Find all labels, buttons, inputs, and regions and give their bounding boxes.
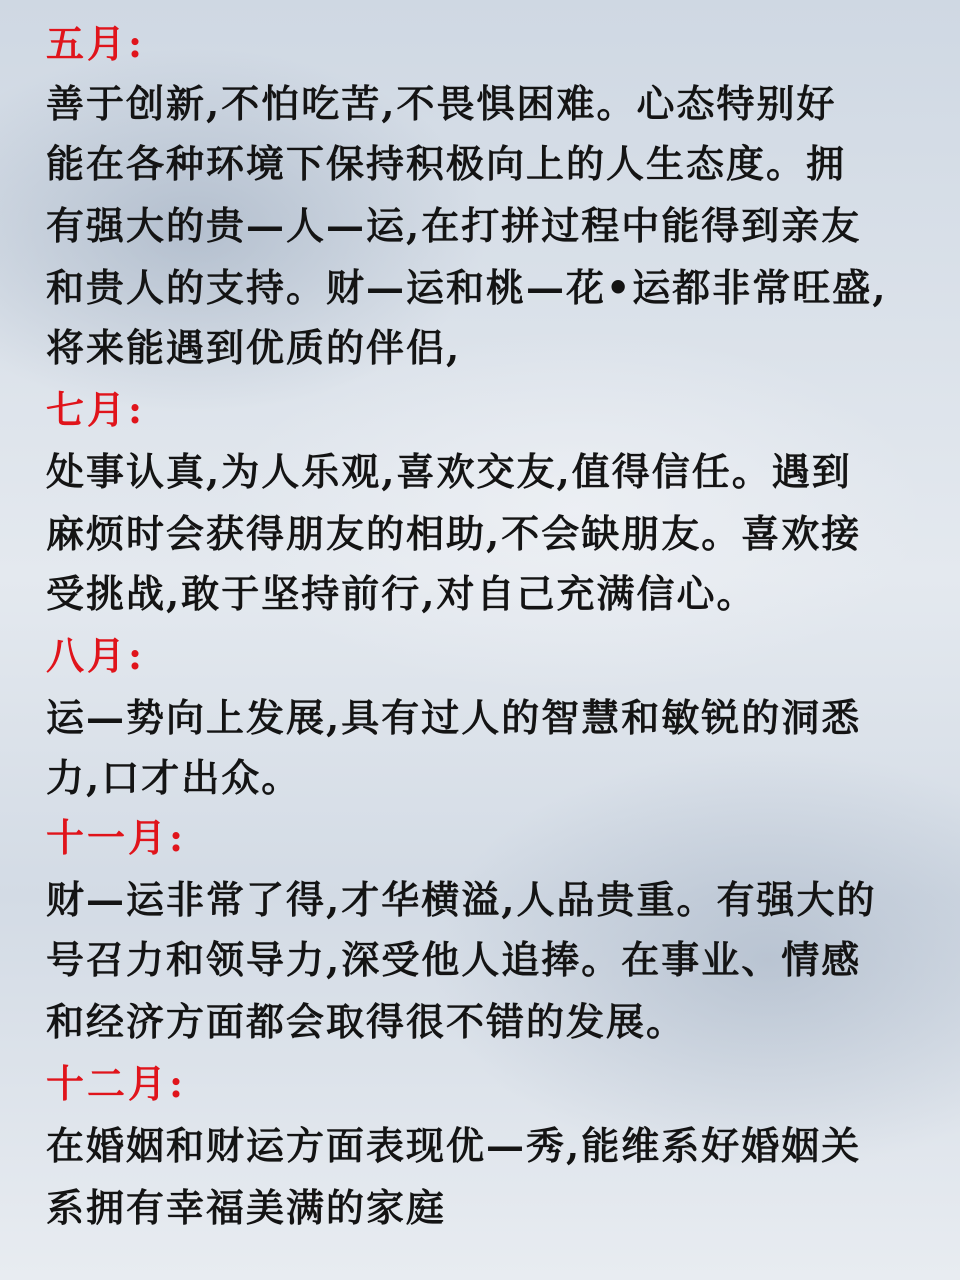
section-heading-july: 七月: xyxy=(46,387,146,432)
paragraph-line: 将来能遇到优质的伴侣, xyxy=(46,325,462,370)
section-heading-december: 十二月: xyxy=(46,1061,187,1106)
paragraph-line: 财—运非常了得,才华横溢,人品贵重。有强大的 xyxy=(46,877,877,922)
paragraph-line: 有强大的贵—人—运,在打拼过程中能得到亲友 xyxy=(46,203,862,248)
paragraph-line: 能在各种环境下保持积极向上的人生态度。拥 xyxy=(46,141,847,186)
paragraph-line: 系拥有幸福美满的家庭 xyxy=(46,1185,447,1230)
paragraph-line: 力,口才出众。 xyxy=(46,755,302,800)
paragraph-line: 在婚姻和财运方面表现优—秀,能维系好婚姻关 xyxy=(46,1123,862,1168)
paragraph-line: 号召力和领导力,深受他人追捧。在事业、情感 xyxy=(46,937,862,982)
paragraph-line: 和经济方面都会取得很不错的发展。 xyxy=(46,999,687,1044)
section-heading-may: 五月: xyxy=(46,21,146,66)
section-heading-november: 十一月: xyxy=(46,815,187,860)
paragraph-line: 处事认真,为人乐观,喜欢交友,值得信任。遇到 xyxy=(46,449,852,494)
paragraph-line: 善于创新,不怕吃苦,不畏惧困难。心态特别好 xyxy=(46,81,837,126)
paragraph-line: 运—势向上发展,具有过人的智慧和敏锐的洞悉 xyxy=(46,695,862,740)
paragraph-line: 受挑战,敢于坚持前行,对自己充满信心。 xyxy=(46,571,757,616)
section-heading-august: 八月: xyxy=(46,633,146,678)
paragraph-line: 麻烦时会获得朋友的相助,不会缺朋友。喜欢接 xyxy=(46,511,862,556)
paragraph-line: 和贵人的支持。财—运和桃—花•运都非常旺盛, xyxy=(46,265,888,310)
